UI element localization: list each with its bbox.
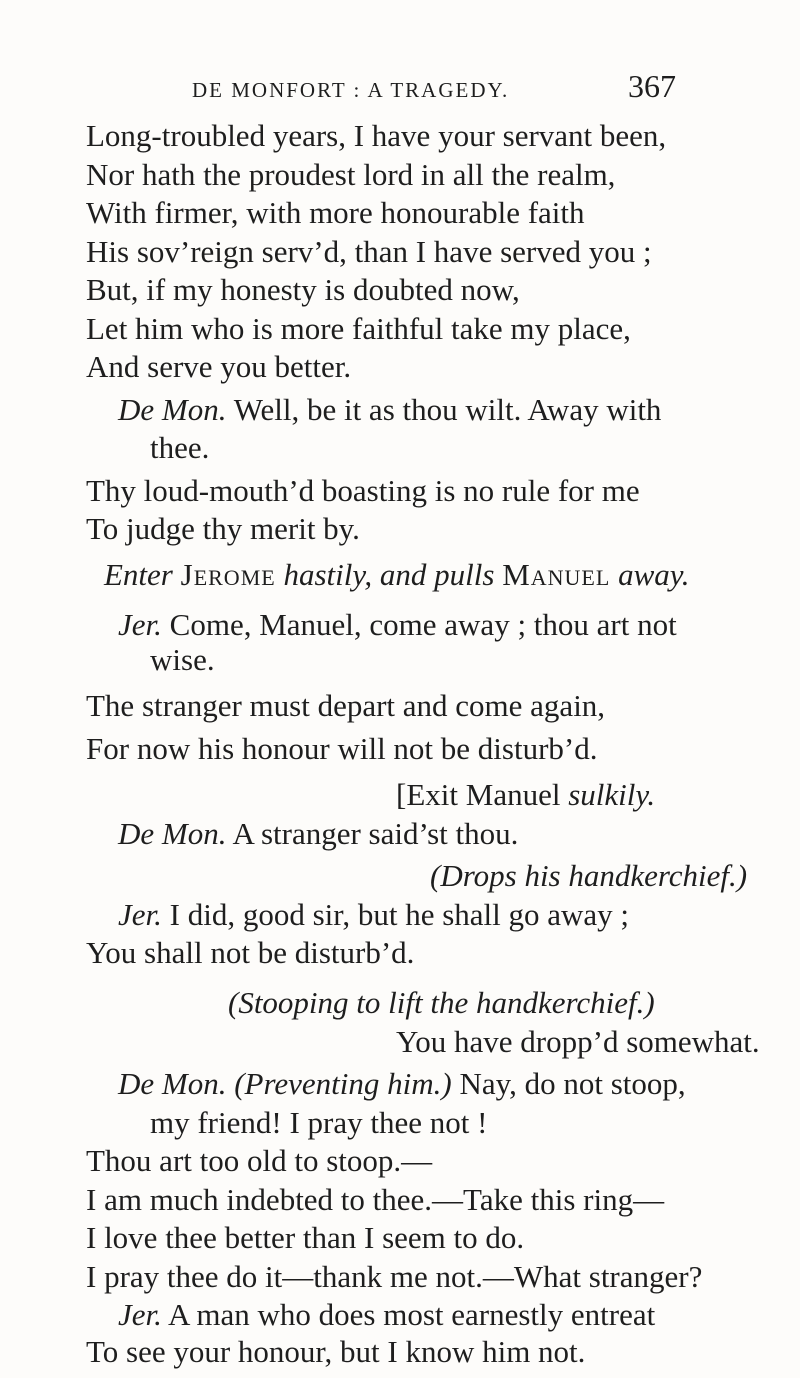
verse-line: To see your honour, but I know him not. xyxy=(86,1334,586,1369)
verse-line: But, if my honesty is doubted now, xyxy=(86,272,520,308)
verse-line: I pray thee do it—thank me not.—What stranger? xyxy=(86,1258,703,1294)
speech-line: Jer. Come, Manuel, come away ; thou art not xyxy=(118,607,677,643)
verse-line: For now his honour will not be disturb’d. xyxy=(86,730,598,766)
verse-line: Let him who is more faithful take my place, xyxy=(86,310,631,346)
verse-line: And serve you better. xyxy=(86,349,352,385)
verse-line: You shall not be disturb’d. xyxy=(86,935,415,971)
verse-line: Nor hath the proudest lord in all the realm, xyxy=(86,156,616,192)
speaker-name: De Mon. xyxy=(118,815,227,851)
speaker-name: Jer. xyxy=(118,607,162,643)
exit-direction: [Exit Manuel sulkily. xyxy=(396,777,656,813)
page-number: 367 xyxy=(628,68,676,104)
speaker-name: Jer. xyxy=(118,896,162,932)
speech-line: De Mon. (Preventing him.) Nay, do not stoop, xyxy=(118,1066,686,1102)
stage-direction: (Drops his handkerchief.) xyxy=(430,858,748,893)
stage-direction: Enter Jerome hastily, and pulls Manuel away. xyxy=(104,557,690,593)
speaker-name: De Mon. xyxy=(118,1066,227,1102)
stage-direction: (Stooping to lift the handkerchief.) xyxy=(228,985,655,1021)
speaker-name: De Mon. xyxy=(118,391,227,427)
verse-line: To judge thy merit by. xyxy=(86,511,360,547)
verse-line: Thy loud-mouth’d boasting is no rule for me xyxy=(86,472,640,508)
verse-line: I am much indebted to thee.—Take this ring— xyxy=(86,1181,665,1217)
inline-stage-direction: (Preventing him.) xyxy=(234,1066,452,1102)
verse-line: His sov’reign serv’d, than I have served you ; xyxy=(86,233,652,269)
verse-line: The stranger must depart and come again, xyxy=(86,688,606,724)
verse-line: wise. xyxy=(150,642,215,678)
speech-line: De Mon. Well, be it as thou wilt. Away with xyxy=(118,391,662,427)
running-title: DE MONFORT : A TRAGEDY. xyxy=(192,78,510,102)
verse-line: my friend! I pray thee not ! xyxy=(150,1104,488,1140)
verse-line: Thou art too old to stoop.— xyxy=(86,1143,433,1179)
verse-line: I love thee better than I seem to do. xyxy=(86,1220,525,1256)
verse-line: Long-troubled years, I have your servant been, xyxy=(86,118,667,153)
speech-line: Jer. A man who does most earnestly entreat xyxy=(118,1297,656,1333)
verse-line: You have dropp’d somewhat. xyxy=(396,1023,760,1059)
speech-line: Jer. I did, good sir, but he shall go away ; xyxy=(118,896,630,932)
speaker-name: Jer. xyxy=(118,1297,162,1333)
verse-line: thee. xyxy=(150,430,210,466)
speech-line: De Mon. A stranger said’st thou. xyxy=(118,815,519,851)
verse-line: With firmer, with more honourable faith xyxy=(86,195,585,231)
